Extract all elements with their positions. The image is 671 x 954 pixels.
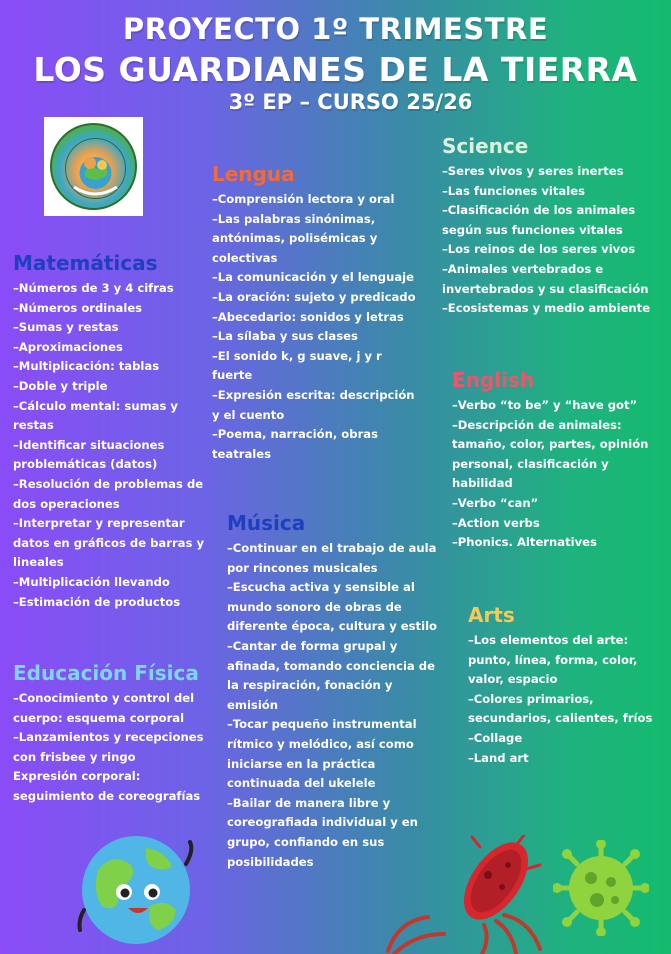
- red-bacteria-icon: [384, 835, 554, 954]
- section-educacion-fisica: [13, 661, 223, 807]
- list-item: –Collage: [468, 730, 523, 745]
- list-item: –Cantar de forma grupal y afinada, tomando conciencia de la respiración, fonación y emisión: [227, 638, 435, 712]
- list-item: –Clasificación de los animales según sus funciones vitales: [442, 203, 636, 237]
- project-name: LOS GUARDIANES DE LA TIERRA: [33, 50, 638, 89]
- list-item: –Resolución de problemas de dos operaciones: [13, 476, 204, 511]
- list-item: –Land art: [468, 750, 529, 765]
- list-item: –Seres vivos y seres inertes: [442, 164, 624, 178]
- section-title-english: English: [452, 368, 535, 392]
- list-item: –Verbo “can”: [452, 495, 539, 510]
- list-item: –Verbo “to be” y “have got”: [452, 398, 638, 412]
- list-item: –Estimación de productos: [13, 594, 181, 609]
- list-item: –Cálculo mental: sumas y restas: [13, 398, 178, 433]
- list-item: –Las funciones vitales: [442, 183, 585, 198]
- list-item: –Números ordinales: [13, 300, 143, 315]
- list-item: –Multiplicación: tablas: [13, 359, 160, 374]
- section-science: [442, 134, 664, 319]
- green-virus-icon: [553, 840, 649, 936]
- list-item: –Action verbs: [452, 515, 540, 530]
- list-item: –Números de 3 y 4 cifras: [13, 281, 174, 295]
- section-musica: [227, 511, 442, 872]
- course-subtitle: 3º EP – CURSO 25/26: [228, 90, 473, 114]
- list-item: –Descripción de animales: tamaño, color, partes, opinión personal, clasificación y habilidad: [452, 417, 649, 491]
- list-item: –Conocimiento y control del cuerpo: esquema corporal: [13, 691, 195, 725]
- section-title-arts: Arts: [468, 603, 515, 627]
- section-title-musica: Música: [227, 511, 306, 535]
- list-item: –Colores primarios, secundarios, calientes, fríos: [468, 691, 653, 726]
- list-item: –Abecedario: sonidos y letras: [212, 309, 404, 324]
- list-item: –Sumas y restas: [13, 320, 119, 335]
- list-item: –Escucha activa y sensible al mundo sonoro de obras de diferente época, cultura y estilo: [227, 580, 438, 634]
- list-item: –El sonido k, g suave, j y r fuerte: [212, 348, 382, 383]
- list-item: –Interpretar y representar datos en gráficos de barras y lineales: [13, 516, 205, 570]
- list-item: –Los elementos del arte: punto, línea, forma, color, valor, espacio: [468, 633, 638, 687]
- list-item: –Phonics. Alternatives: [452, 535, 597, 550]
- guardians-logo-icon: [50, 123, 137, 210]
- section-title-educacion-fisica: Educación Física: [13, 661, 199, 685]
- section-matematicas: [13, 251, 213, 612]
- list-item: –La comunicación y el lenguaje: [212, 270, 415, 285]
- section-lengua: [212, 162, 422, 464]
- list-item: –Lanzamientos y recepciones con frisbee y ringo: [13, 730, 204, 764]
- list-item: –Doble y triple: [13, 378, 108, 393]
- list-item: –Continuar en el trabajo de aula por rincones musicales: [227, 541, 437, 575]
- list-item: –Bailar de manera libre y coreografiada individual y en grupo, confiando en sus posibilidades: [227, 795, 418, 869]
- list-item: –La oración: sujeto y predicado: [212, 289, 416, 304]
- logo: [44, 117, 143, 216]
- smiling-earth-icon: [76, 826, 196, 954]
- list-item: –Animales vertebrados e invertebrados y su clasificación: [442, 261, 649, 296]
- section-title-lengua: Lengua: [212, 162, 295, 186]
- project-title: PROYECTO 1º TRIMESTRE: [122, 12, 549, 46]
- list-item: –Las palabras sinónimas, antónimas, polisémicas y colectivas: [212, 211, 378, 265]
- list-item: –Expresión escrita: descripción y el cuento: [212, 387, 415, 422]
- list-item: –Multiplicación llevando: [13, 574, 170, 589]
- section-title-science: Science: [442, 134, 529, 158]
- list-item: Expresión corporal: seguimiento de coreografías: [13, 769, 201, 803]
- list-item: –Los reinos de los seres vivos: [442, 242, 636, 257]
- section-english: [452, 368, 657, 553]
- list-item: –Ecosistemas y medio ambiente: [442, 301, 651, 316]
- section-arts: [468, 603, 658, 768]
- list-item: –Comprensión lectora y oral: [212, 192, 395, 206]
- list-item: –Identificar situaciones problemáticas (datos): [13, 437, 165, 472]
- list-item: –Aproximaciones: [13, 339, 123, 354]
- list-item: –Tocar pequeño instrumental rítmico y melódico, así como iniciarse en la práctica continuada del ukelele: [227, 717, 417, 791]
- list-item: –Poema, narración, obras teatrales: [212, 427, 379, 461]
- section-title-matematicas: Matemáticas: [13, 251, 158, 275]
- list-item: –La sílaba y sus clases: [212, 329, 358, 344]
